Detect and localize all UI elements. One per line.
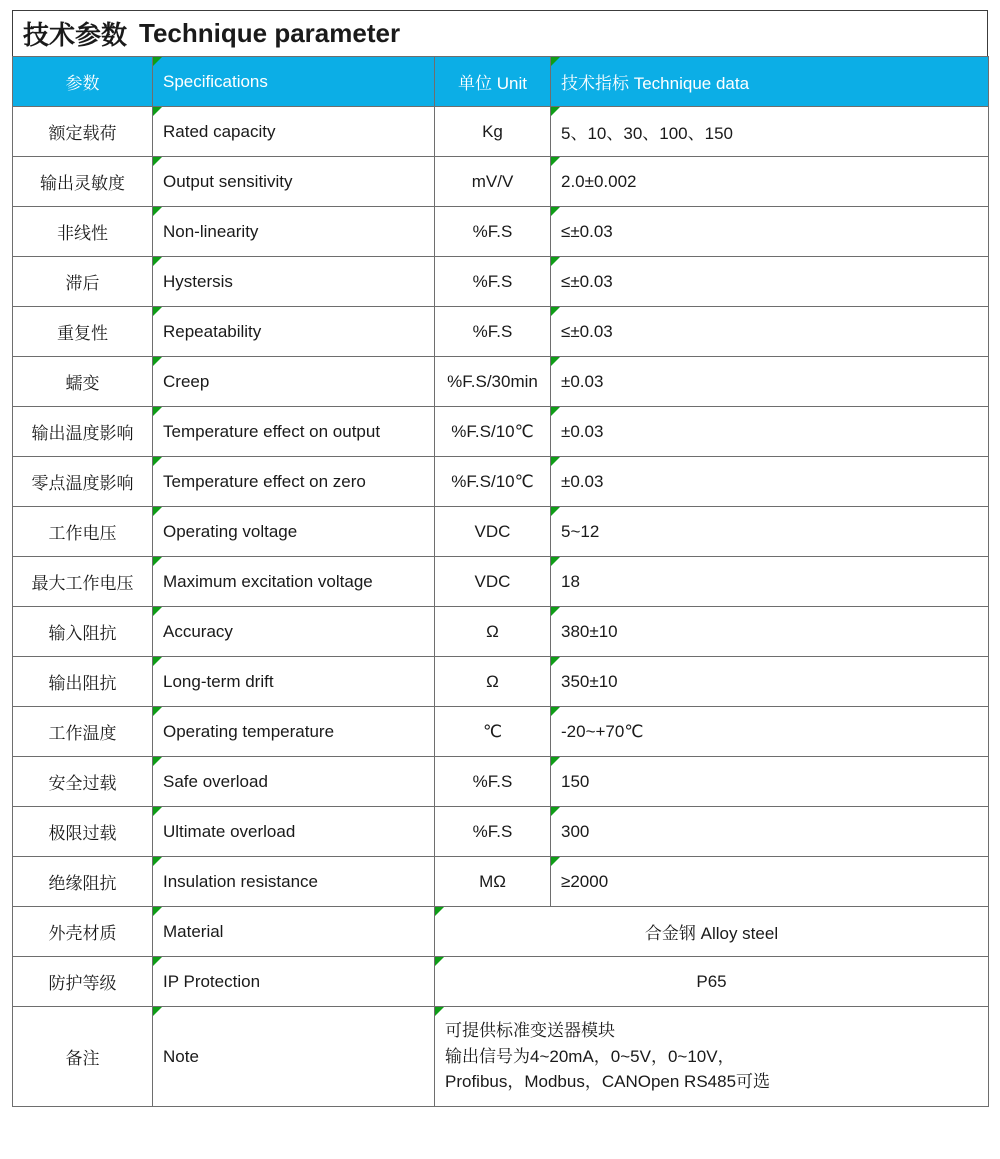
column-header-param: 参数 [13, 57, 153, 107]
cell-unit-7: %F.S/10℃ [435, 457, 551, 507]
cell-spec-7: Temperature effect on zero [153, 457, 435, 507]
cell-data-6: ±0.03 [551, 407, 989, 457]
table-row [13, 607, 989, 657]
cell-data-3: ≤±0.03 [551, 257, 989, 307]
cell-param-10: 输入阻抗 [13, 607, 153, 657]
cell-data-7: ±0.03 [551, 457, 989, 507]
cell-param-14: 极限过载 [13, 807, 153, 857]
cell-unit-11: Ω [435, 657, 551, 707]
table-row [13, 357, 989, 407]
cell-unit-10: Ω [435, 607, 551, 657]
table-row [13, 707, 989, 757]
table-row [13, 557, 989, 607]
cell-unit-13: %F.S [435, 757, 551, 807]
table-row-merged [13, 957, 989, 1007]
cell-param-12: 工作温度 [13, 707, 153, 757]
cell-note-content [435, 1007, 989, 1107]
cell-spec-14: Ultimate overload [153, 807, 435, 857]
cell-spec-15: Insulation resistance [153, 857, 435, 907]
cell-unit-0: Kg [435, 107, 551, 157]
table-header-row [13, 57, 989, 107]
cell-spec-8: Operating voltage [153, 507, 435, 557]
cell-param-5: 蠕变 [13, 357, 153, 407]
cell-spec-13: Safe overload [153, 757, 435, 807]
cell-unit-14: %F.S [435, 807, 551, 857]
cell-data-9: 18 [551, 557, 989, 607]
cell-merged-value-1: P65 [435, 957, 989, 1007]
table-row [13, 457, 989, 507]
cell-data-1: 2.0±0.002 [551, 157, 989, 207]
column-header-technique-data: 技术指标 Technique data [551, 57, 989, 107]
technique-parameter-table [12, 56, 989, 1107]
note-line-1: 输出信号为4~20mA，0~5V，0~10V， [445, 1046, 735, 1066]
cell-unit-15: MΩ [435, 857, 551, 907]
column-header-unit: 单位 Unit [435, 57, 551, 107]
cell-data-2: ≤±0.03 [551, 207, 989, 257]
table-body [13, 107, 989, 1107]
table-row [13, 807, 989, 857]
cell-param-8: 工作电压 [13, 507, 153, 557]
cell-spec-2: Non-linearity [153, 207, 435, 257]
table-row [13, 407, 989, 457]
table-row [13, 657, 989, 707]
cell-merged-spec-0: Material [153, 907, 435, 957]
cell-spec-1: Output sensitivity [153, 157, 435, 207]
table-row-note [13, 1007, 989, 1107]
table-row [13, 757, 989, 807]
page-title-chinese: 技术参数 [23, 20, 128, 50]
note-line-2: Profibus，Modbus，CANOpen RS485可选 [445, 1072, 771, 1092]
table-row [13, 107, 989, 157]
cell-unit-5: %F.S/30min [435, 357, 551, 407]
cell-spec-0: Rated capacity [153, 107, 435, 157]
cell-unit-8: VDC [435, 507, 551, 557]
cell-param-2: 非线性 [13, 207, 153, 257]
page-title-english: Technique parameter [139, 18, 401, 48]
cell-data-11: 350±10 [551, 657, 989, 707]
cell-data-5: ±0.03 [551, 357, 989, 407]
table-row [13, 857, 989, 907]
cell-spec-5: Creep [153, 357, 435, 407]
cell-unit-12: ℃ [435, 707, 551, 757]
note-line-0: 可提供标准变送器模块 [445, 1021, 615, 1041]
cell-param-6: 输出温度影响 [13, 407, 153, 457]
cell-param-0: 额定载荷 [13, 107, 153, 157]
cell-param-3: 滞后 [13, 257, 153, 307]
cell-spec-4: Repeatability [153, 307, 435, 357]
cell-spec-12: Operating temperature [153, 707, 435, 757]
cell-merged-value-0: 合金钢 Alloy steel [435, 907, 989, 957]
cell-param-11: 输出阻抗 [13, 657, 153, 707]
cell-spec-11: Long-term drift [153, 657, 435, 707]
cell-data-14: 300 [551, 807, 989, 857]
cell-merged-param-1: 防护等级 [13, 957, 153, 1007]
cell-param-13: 安全过载 [13, 757, 153, 807]
cell-data-10: 380±10 [551, 607, 989, 657]
cell-data-4: ≤±0.03 [551, 307, 989, 357]
cell-note-param: 备注 [13, 1007, 153, 1107]
column-header-specifications: Specifications [153, 57, 435, 107]
cell-merged-spec-1: IP Protection [153, 957, 435, 1007]
table-row [13, 257, 989, 307]
table-row-merged [13, 907, 989, 957]
cell-merged-param-0: 外壳材质 [13, 907, 153, 957]
table-row [13, 507, 989, 557]
cell-spec-3: Hystersis [153, 257, 435, 307]
cell-unit-6: %F.S/10℃ [435, 407, 551, 457]
cell-spec-10: Accuracy [153, 607, 435, 657]
cell-unit-2: %F.S [435, 207, 551, 257]
cell-unit-1: mV/V [435, 157, 551, 207]
cell-spec-9: Maximum excitation voltage [153, 557, 435, 607]
cell-unit-3: %F.S [435, 257, 551, 307]
cell-param-4: 重复性 [13, 307, 153, 357]
table-row [13, 307, 989, 357]
page-title [12, 10, 988, 56]
cell-note-spec: Note [153, 1007, 435, 1107]
cell-data-12: -20~+70℃ [551, 707, 989, 757]
cell-param-1: 输出灵敏度 [13, 157, 153, 207]
table-row [13, 207, 989, 257]
cell-spec-6: Temperature effect on output [153, 407, 435, 457]
cell-param-9: 最大工作电压 [13, 557, 153, 607]
table-row [13, 157, 989, 207]
cell-data-0: 5、10、30、100、150 [551, 107, 989, 157]
cell-data-15: ≥2000 [551, 857, 989, 907]
cell-data-13: 150 [551, 757, 989, 807]
cell-param-15: 绝缘阻抗 [13, 857, 153, 907]
cell-unit-9: VDC [435, 557, 551, 607]
cell-unit-4: %F.S [435, 307, 551, 357]
cell-param-7: 零点温度影响 [13, 457, 153, 507]
cell-data-8: 5~12 [551, 507, 989, 557]
